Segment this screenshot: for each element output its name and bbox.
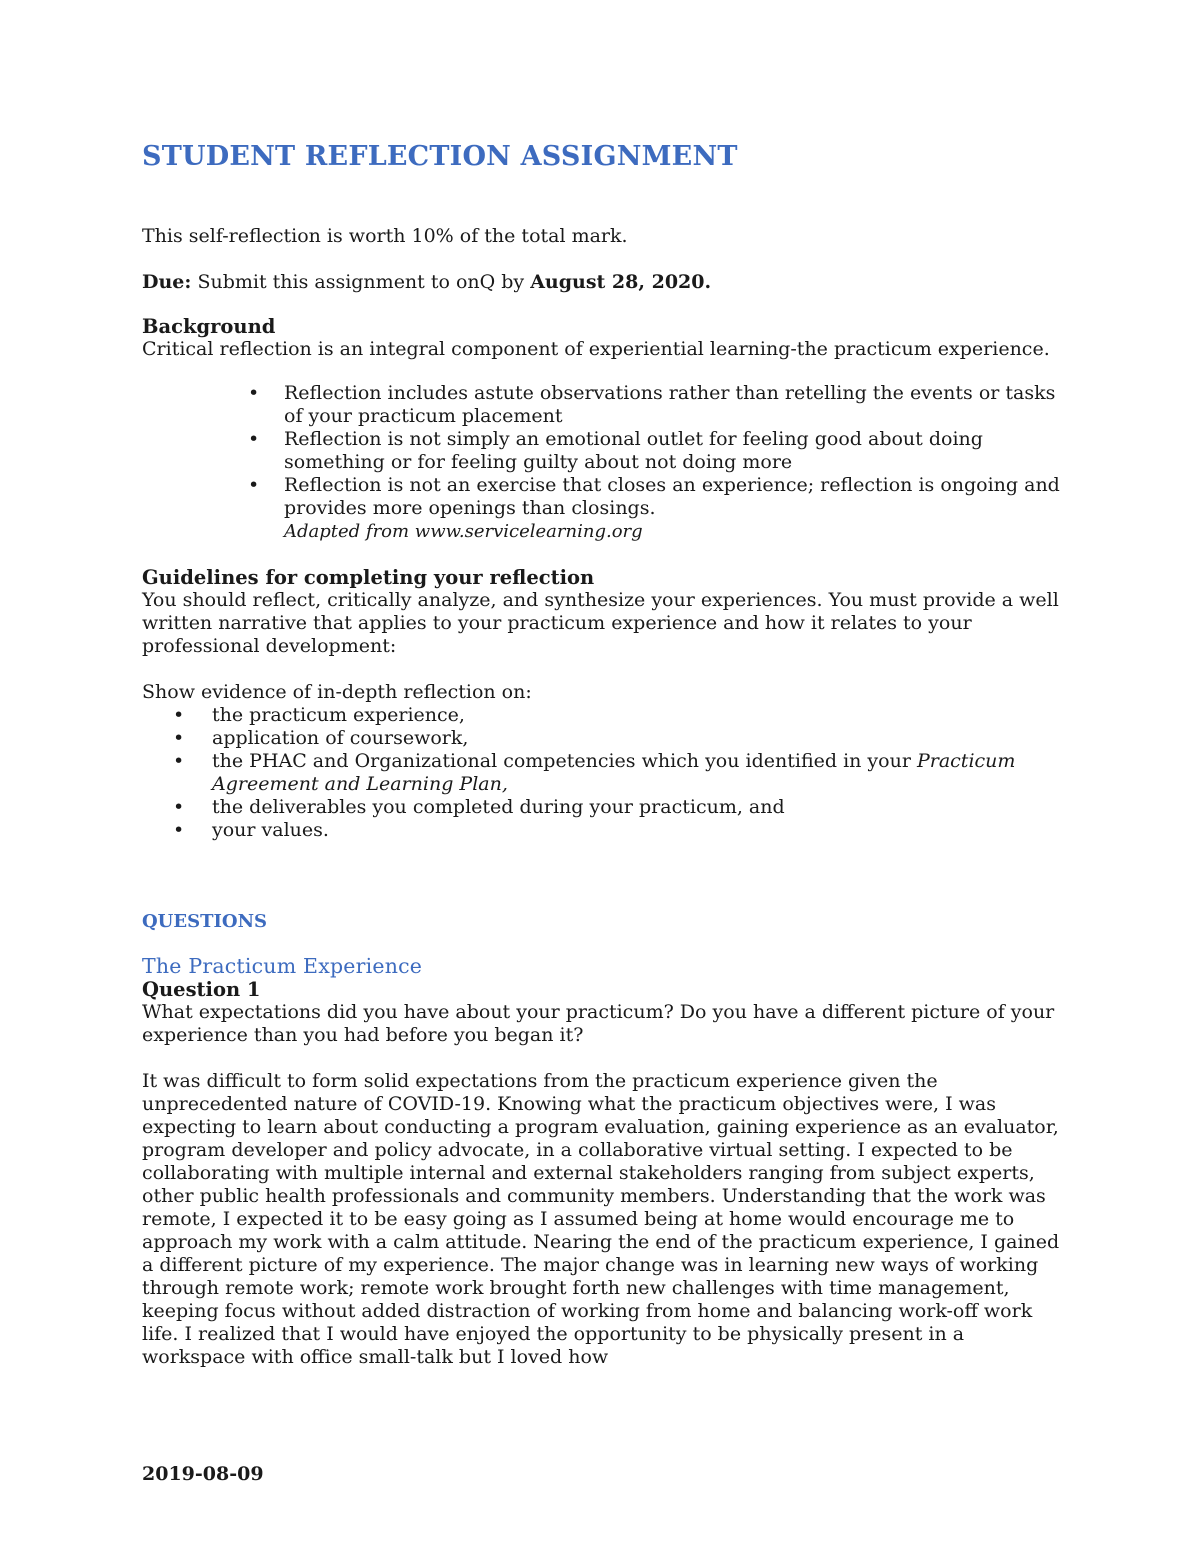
show-evidence-text: Show evidence of in-depth reflection on: (142, 681, 532, 703)
list-item-text: Reflection includes astute observations rather than retelling the events or tasks of your practicum placement (284, 382, 1056, 427)
answer-text: It was difficult to form solid expectations from the practicum experience given the unprecedented nature of COVID-19. Knowing what the practicum objectives were, I was expecting to learn about conducting a program evaluation, gaining experience as an evaluator, program developer and policy advocate, in a collaborative virtual setting. I expected to be collaborating with multiple internal and external stakeholders ranging from subject experts, other public health professionals and community members. Understanding that the work was remote, I expected it to be easy going as I assumed being at home would encourage me to approach my work with a calm attitude. Nearing the end of the practicum experience, I gained a different picture of my experience. The major change was in learning new ways of working through remote work; remote work brought forth new challenges with time management, keeping focus without added distraction of working from home and balancing work-off work life. I realized that I would have enjoyed the opportunity to be physically present in a workspace with office small-talk but I loved how (142, 1070, 1060, 1368)
document-title: STUDENT REFLECTION ASSIGNMENT (142, 141, 738, 172)
list-item-text: the practicum experience, (212, 704, 465, 726)
list-item-text: Reflection is not an exercise that closes an experience; reflection is ongoing and provides more openings than closings. (284, 474, 1060, 519)
bullet-icon: • (173, 704, 185, 726)
bullet-icon: • (248, 382, 260, 404)
list-item-text: the PHAC and Organizational competencies which you identified in your (212, 750, 917, 772)
evidence-bullet-list (142, 704, 1062, 842)
list-item-italic-text: Practicum Agreement and Learning Plan, (212, 750, 1016, 795)
background-bullet-list (142, 382, 1062, 520)
bullet-icon: • (248, 428, 260, 450)
list-item (142, 428, 1062, 474)
adapted-source: Adapted from www.servicelearning.org (284, 521, 643, 542)
list-item-text: the deliverables you completed during your practicum, and (212, 796, 785, 818)
questions-heading: QUESTIONS (142, 911, 268, 932)
question-label: Question 1 (142, 978, 261, 1001)
guidelines-text: You should reflect, critically analyze, and synthesize your experiences. You must provide a well written narrative that applies to your practicum experience and how it relates to your professional development: (142, 589, 1059, 657)
list-item-text: Reflection is not simply an emotional outlet for feeling good about doing something or for feeling guilty about not doing more (284, 428, 983, 473)
background-heading: Background (142, 315, 276, 338)
list-item-text: application of coursework, (212, 727, 469, 749)
intro-text: This self-reflection is worth 10% of the total mark. (142, 225, 628, 247)
section-title: The Practicum Experience (142, 954, 423, 978)
list-item (142, 474, 1062, 520)
background-text: Critical reflection is an integral component of experiential learning-the practicum experience. (142, 338, 1050, 360)
document-content (142, 140, 1062, 1369)
due-label: Due: (142, 271, 192, 293)
bullet-icon: • (173, 727, 185, 749)
list-item (142, 796, 1062, 819)
bullet-icon: • (248, 474, 260, 496)
bullet-icon: • (173, 796, 185, 818)
list-item (142, 727, 1062, 750)
footer-date: 2019-08-09 (142, 1463, 264, 1485)
list-item (142, 750, 1062, 796)
list-item-text: your values. (212, 819, 329, 841)
question-text: What expectations did you have about your practicum? Do you have a different picture of your experience than you had before you began it? (142, 1001, 1055, 1046)
guidelines-heading: Guidelines for completing your reflection (142, 566, 595, 589)
list-item (142, 819, 1062, 842)
due-line (142, 271, 1062, 294)
bullet-icon: • (173, 750, 185, 772)
bullet-icon: • (173, 819, 185, 841)
list-item (142, 704, 1062, 727)
due-text: Submit this assignment to onQ by (191, 271, 531, 293)
list-item (142, 382, 1062, 428)
due-end: . (704, 271, 712, 293)
due-date: August 28, 2020 (530, 271, 705, 293)
